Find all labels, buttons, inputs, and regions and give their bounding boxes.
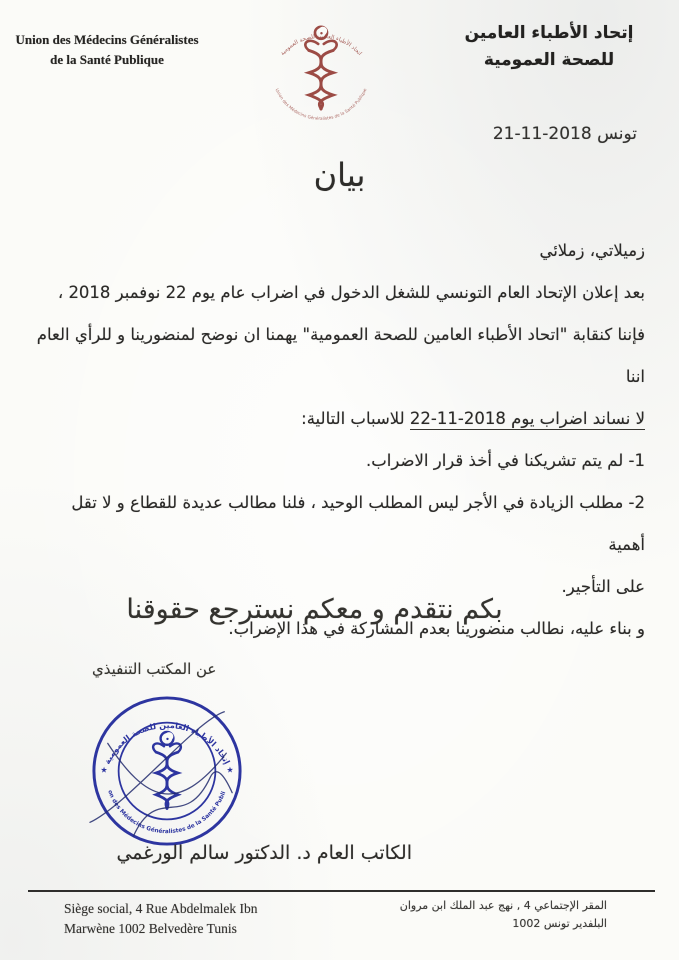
paragraph-line: بعد إعلان الإتحاد العام التونسي للشغل الدخول في اضراب عام يوم 22 نوفمبر 2018 ،: [57, 283, 645, 302]
official-stamp: [88, 692, 246, 850]
footer-address-arabic: [400, 897, 607, 932]
statement-tail: للاسباب التالية:: [301, 409, 410, 428]
footer-french-line2: Marwène 1002 Belvedère Tunis: [64, 920, 237, 936]
org-name-french: [14, 30, 200, 70]
list-item-2: 2- مطلب الزيادة في الأجر ليس المطلب الوحيد ، فلنا مطالب عديدة للقطاع و لا تقل أهمية: [71, 493, 645, 554]
org-name-french-line2: de la Santé Publique: [50, 52, 164, 68]
stamp-rings: [94, 698, 240, 844]
footer-address-french: [64, 899, 257, 938]
org-name-arabic-line1: إتحاد الأطباء العامين: [464, 23, 634, 43]
stamp-arc-text-french: Union des Médecins Généralistes de la Santé Publique: [106, 767, 228, 836]
slogan: بكم نتقدم و معكم نسترجع حقوقنا: [126, 594, 503, 625]
signatory-line: الكاتب العام د. الدكتور سالم الورغمي: [116, 842, 412, 864]
paragraph-line: فإننا كنقابة "اتحاد الأطباء العامين للصحة العمومية" يهمنا ان نوضح لمنضورينا و للرأي العام اننا: [36, 325, 645, 386]
underlined-statement: لا نساند اضراب يوم 2018-11-22: [409, 409, 645, 428]
logo-arc-text-french: Union des Médecins Généralistes de la Santé Publique: [273, 88, 369, 122]
union-logo: [254, 4, 388, 134]
executive-office-line: عن المكتب التنفيذي: [92, 660, 217, 678]
stamp-caduceus-icon: [153, 732, 181, 809]
paragraph-line: [34, 398, 645, 440]
logo-arc-text-arabic: اتحاد الأطباء العامين للصحة العمومية: [279, 33, 363, 57]
svg-text:اتحاد الأطباء العامين للصحة ال: [280, 34, 363, 58]
org-name-french-line1: Union des Médecins Généralistes: [15, 32, 199, 47]
footer-arabic-line1: المقر الإجتماعي 4 , نهج عبد الملك ابن مروان: [399, 899, 607, 912]
stamp-seal-icon: [88, 692, 246, 850]
stamp-arc-text-arabic: ★ إتحاد الأطباء العامين للصحة العمومية ★: [97, 719, 237, 775]
conclusion-line: و بناء عليه، نطالب منضورينا بعدم المشاركة في هذا الإضراب.: [228, 619, 645, 638]
org-name-arabic: [441, 20, 657, 74]
letter-body: [34, 230, 645, 650]
document-title: بيان: [313, 156, 366, 194]
caduceus-logo-icon: [254, 4, 388, 134]
footer-french-line1: Siège social, 4 Rue Abdelmalek Ibn: [64, 901, 258, 916]
salutation: زميلاتي، زملائي: [539, 241, 645, 260]
dateline: تونس 2018-11-21: [492, 124, 637, 144]
list-item-2-continuation: على التأجير.: [561, 577, 645, 596]
org-name-arabic-line2: للصحة العمومية: [483, 50, 615, 71]
list-item-1: 1- لم يتم تشريكنا في أخذ قرار الاضراب.: [366, 451, 645, 470]
footer-divider: [28, 890, 655, 892]
footer-arabic-line2: 1002 البلفدير تونس: [512, 916, 607, 930]
